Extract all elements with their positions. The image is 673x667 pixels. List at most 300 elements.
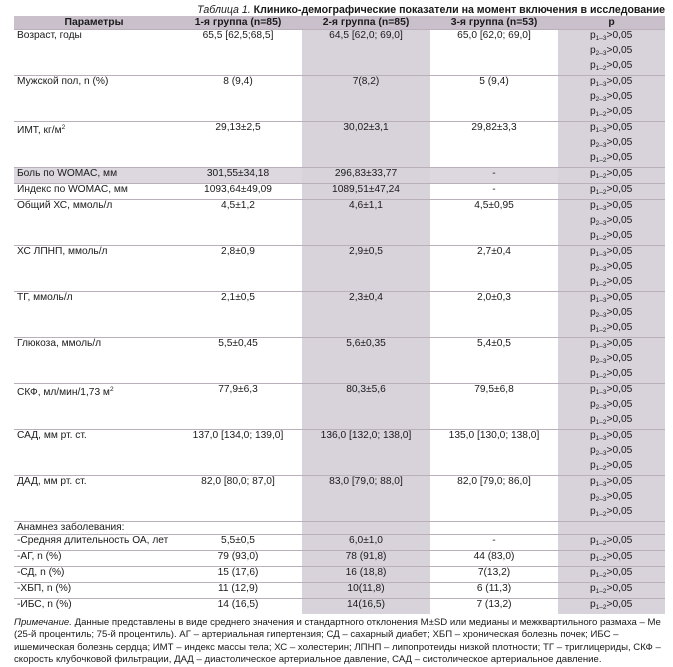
table-row xyxy=(14,60,665,76)
p-letter: p xyxy=(590,200,596,211)
p-letter: p xyxy=(590,122,596,133)
cell-group-3 xyxy=(430,322,558,338)
row-label xyxy=(14,599,174,615)
p-letter: p xyxy=(590,276,596,287)
p-letter: p xyxy=(590,184,596,195)
p-letter: p xyxy=(590,430,596,441)
p-subscript: 1–3 xyxy=(595,435,607,442)
row-label xyxy=(14,307,174,322)
cell-group-3 xyxy=(430,368,558,384)
table-row xyxy=(14,261,665,276)
cell-group-3 xyxy=(430,106,558,122)
p-letter: p xyxy=(590,168,596,179)
table-row xyxy=(14,307,665,322)
cell-group-1: 15 (17,6) xyxy=(174,567,302,583)
p-threshold: >0,05 xyxy=(606,91,633,102)
row-label xyxy=(14,583,174,599)
p-subscript: 2–3 xyxy=(595,220,607,227)
p-value xyxy=(590,152,632,163)
cell-p xyxy=(558,230,665,246)
cell-group-1: 1093,64±49,09 xyxy=(174,184,302,200)
cell-group-1: 2,8±0,9 xyxy=(174,246,302,262)
cell-p xyxy=(558,307,665,322)
cell-group-3 xyxy=(430,414,558,430)
p-value xyxy=(590,137,632,148)
row-label-text: Боль по WOMAC, мм xyxy=(17,168,118,179)
p-value xyxy=(590,322,632,333)
cell-p xyxy=(558,583,665,599)
p-letter: p xyxy=(590,338,596,349)
p-subscript: 1–3 xyxy=(595,389,607,396)
cell-group-3 xyxy=(430,276,558,292)
p-value xyxy=(590,292,632,303)
caption-title: Клинико-демографические показатели на момент включения в исследование xyxy=(253,4,665,16)
cell-group-3 xyxy=(430,445,558,460)
p-subscript: 1–2 xyxy=(595,572,607,579)
cell-group-3: - xyxy=(430,535,558,551)
cell-p xyxy=(558,506,665,522)
cell-group-1: 65,5 [62,5;68,5] xyxy=(174,30,302,46)
row-label xyxy=(14,338,174,354)
p-subscript: 1–3 xyxy=(595,81,607,88)
p-value xyxy=(590,91,632,102)
table-header-row xyxy=(14,16,665,30)
p-threshold: >0,05 xyxy=(606,122,633,133)
table-row xyxy=(14,215,665,230)
cell-group-1: 14 (16,5) xyxy=(174,599,302,615)
cell-group-2 xyxy=(302,276,430,292)
p-threshold: >0,05 xyxy=(606,384,633,395)
cell-p xyxy=(558,276,665,292)
cell-p xyxy=(558,261,665,276)
cell-group-3 xyxy=(430,230,558,246)
cell-group-2: 30,02±3,1 xyxy=(302,122,430,138)
cell-group-2: 64,5 [62,0; 69,0] xyxy=(302,30,430,46)
p-threshold: >0,05 xyxy=(606,414,633,425)
cell-group-3 xyxy=(430,152,558,168)
cell-p xyxy=(558,200,665,216)
p-value xyxy=(590,307,632,318)
cell-group-1 xyxy=(174,307,302,322)
cell-group-3 xyxy=(430,307,558,322)
table-row xyxy=(14,152,665,168)
table-body xyxy=(14,30,665,615)
p-letter: p xyxy=(590,45,596,56)
p-letter: p xyxy=(590,76,596,87)
p-letter: p xyxy=(590,246,596,257)
cell-group-3 xyxy=(430,353,558,368)
table-row xyxy=(14,567,665,583)
cell-p xyxy=(558,137,665,152)
cell-p xyxy=(558,414,665,430)
cell-group-2 xyxy=(302,522,430,535)
cell-group-1 xyxy=(174,399,302,414)
row-label xyxy=(14,230,174,246)
p-threshold: >0,05 xyxy=(606,246,633,257)
cell-group-3: 82,0 [79,0; 86,0] xyxy=(430,476,558,492)
p-threshold: >0,05 xyxy=(606,292,633,303)
row-label-text: САД, мм рт. ст. xyxy=(17,430,87,441)
row-label xyxy=(14,292,174,308)
row-label xyxy=(14,215,174,230)
cell-group-1 xyxy=(174,522,302,535)
row-label xyxy=(14,30,174,46)
p-subscript: 2–3 xyxy=(595,50,607,57)
cell-p xyxy=(558,567,665,583)
note-label: Примечание. xyxy=(14,617,72,628)
row-label-text: ДАД, мм рт. ст. xyxy=(17,476,87,487)
p-letter: p xyxy=(590,91,596,102)
table-row xyxy=(14,476,665,492)
cell-p xyxy=(558,122,665,138)
cell-group-1 xyxy=(174,445,302,460)
cell-group-1 xyxy=(174,215,302,230)
p-value xyxy=(590,384,632,395)
cell-group-1: 77,9±6,3 xyxy=(174,384,302,400)
row-label xyxy=(14,368,174,384)
row-label-text: -ИБС, n (%) xyxy=(17,599,72,610)
p-subscript: 1–2 xyxy=(595,540,607,547)
row-label xyxy=(14,353,174,368)
cell-p xyxy=(558,460,665,476)
p-value xyxy=(590,122,632,133)
p-value xyxy=(590,567,632,578)
row-label-text: -ХБП, n (%) xyxy=(17,583,72,594)
table-row xyxy=(14,384,665,400)
table-row xyxy=(14,76,665,92)
p-letter: p xyxy=(590,583,596,594)
cell-group-1: 82,0 [80,0; 87,0] xyxy=(174,476,302,492)
cell-group-2 xyxy=(302,152,430,168)
p-value xyxy=(590,476,632,487)
p-value xyxy=(590,535,632,546)
p-value xyxy=(590,506,632,517)
table-row xyxy=(14,137,665,152)
cell-group-2: 2,3±0,4 xyxy=(302,292,430,308)
cell-group-3 xyxy=(430,522,558,535)
p-letter: p xyxy=(590,399,596,410)
cell-group-2: 296,83±33,77 xyxy=(302,168,430,184)
p-subscript: 2–3 xyxy=(595,142,607,149)
p-threshold: >0,05 xyxy=(606,60,633,71)
row-label-text: Анамнез заболевания: xyxy=(17,522,125,533)
cell-group-1 xyxy=(174,152,302,168)
cell-group-1 xyxy=(174,460,302,476)
cell-p xyxy=(558,76,665,92)
p-subscript: 1–3 xyxy=(595,481,607,488)
cell-group-2 xyxy=(302,91,430,106)
p-value xyxy=(590,30,632,41)
cell-group-1 xyxy=(174,91,302,106)
p-subscript: 1–2 xyxy=(595,419,607,426)
p-letter: p xyxy=(590,30,596,41)
row-label xyxy=(14,200,174,216)
clinical-table xyxy=(14,16,665,614)
cell-group-2: 7(8,2) xyxy=(302,76,430,92)
p-subscript: 1–2 xyxy=(595,327,607,334)
p-threshold: >0,05 xyxy=(606,583,633,594)
row-label xyxy=(14,276,174,292)
cell-group-3 xyxy=(430,261,558,276)
header-group-2: 2-я группа (n=85) xyxy=(302,16,430,30)
p-subscript: 1–2 xyxy=(595,65,607,72)
cell-p xyxy=(558,338,665,354)
cell-group-1 xyxy=(174,137,302,152)
cell-group-2: 83,0 [79,0; 88,0] xyxy=(302,476,430,492)
row-label-text: -Средняя длительность ОА, лет xyxy=(17,535,169,546)
table-row xyxy=(14,184,665,200)
header-param: Параметры xyxy=(14,16,174,30)
cell-p xyxy=(558,184,665,200)
p-value xyxy=(590,168,632,179)
cell-group-1 xyxy=(174,322,302,338)
p-subscript: 1–3 xyxy=(595,297,607,304)
row-label xyxy=(14,122,174,138)
p-letter: p xyxy=(590,137,596,148)
row-label xyxy=(14,491,174,506)
cell-group-2 xyxy=(302,322,430,338)
cell-group-1: 29,13±2,5 xyxy=(174,122,302,138)
p-threshold: >0,05 xyxy=(606,567,633,578)
p-subscript: 2–3 xyxy=(595,496,607,503)
p-value xyxy=(590,491,632,502)
cell-p xyxy=(558,368,665,384)
cell-group-3 xyxy=(430,399,558,414)
p-threshold: >0,05 xyxy=(606,45,633,56)
row-label-sup: 2 xyxy=(109,386,114,393)
p-subscript: 2–3 xyxy=(595,266,607,273)
cell-group-1: 79 (93,0) xyxy=(174,551,302,567)
cell-p xyxy=(558,399,665,414)
p-subscript: 2–3 xyxy=(595,404,607,411)
cell-group-3 xyxy=(430,491,558,506)
cell-p xyxy=(558,292,665,308)
p-threshold: >0,05 xyxy=(606,30,633,41)
p-letter: p xyxy=(590,152,596,163)
cell-p xyxy=(558,522,665,535)
cell-group-3: 135,0 [130,0; 138,0] xyxy=(430,430,558,446)
cell-group-1 xyxy=(174,506,302,522)
caption-label: Таблица 1. xyxy=(197,4,251,16)
p-value xyxy=(590,414,632,425)
p-subscript: 1–3 xyxy=(595,127,607,134)
cell-group-3 xyxy=(430,506,558,522)
cell-p xyxy=(558,30,665,46)
cell-group-2: 6,0±1,0 xyxy=(302,535,430,551)
p-threshold: >0,05 xyxy=(606,137,633,148)
row-label xyxy=(14,430,174,446)
cell-group-2: 10(11,8) xyxy=(302,583,430,599)
cell-p xyxy=(558,246,665,262)
table-row xyxy=(14,522,665,535)
row-label xyxy=(14,246,174,262)
cell-group-3: - xyxy=(430,168,558,184)
table-row xyxy=(14,45,665,60)
p-value xyxy=(590,368,632,379)
p-threshold: >0,05 xyxy=(606,430,633,441)
p-value xyxy=(590,106,632,117)
cell-group-3 xyxy=(430,45,558,60)
p-letter: p xyxy=(590,551,596,562)
table-row xyxy=(14,30,665,46)
p-letter: p xyxy=(590,414,596,425)
row-label xyxy=(14,522,174,535)
row-label-text: Общий ХС, ммоль/л xyxy=(17,200,113,211)
row-label xyxy=(14,551,174,567)
table-row xyxy=(14,583,665,599)
table-row xyxy=(14,292,665,308)
p-subscript: 2–3 xyxy=(595,358,607,365)
cell-p xyxy=(558,491,665,506)
cell-group-1: 5,5±0,45 xyxy=(174,338,302,354)
cell-group-2: 16 (18,8) xyxy=(302,567,430,583)
cell-group-3 xyxy=(430,137,558,152)
table-row xyxy=(14,276,665,292)
row-label xyxy=(14,168,174,184)
cell-group-3: 4,5±0,95 xyxy=(430,200,558,216)
cell-p xyxy=(558,152,665,168)
table-caption xyxy=(14,0,665,16)
row-label xyxy=(14,137,174,152)
cell-p xyxy=(558,60,665,76)
note-text: Данные представлены в виде среднего значения и стандартного отклонения M±SD или медианы и межквартильного размаха – Me (25-й процентиль; 75-й процентиль). АГ – артериальная гипертензия; СД – сахарный диабет; ХБП – хроническая болезнь почек; ИБС – ишемическая болезнь сердца; ИМТ – индекс массы тела; ХС – холестерин; ЛПНП – липопротеиды низкой плотности; ТГ – триглицериды, СКФ – скорость клубочковой фильтрации, ДАД – диастолическое артериальное давление, САД – систолическое артериальное давление. xyxy=(14,617,661,666)
table-row xyxy=(14,506,665,522)
cell-group-1: 301,55±34,18 xyxy=(174,168,302,184)
cell-group-3: 7 (13,2) xyxy=(430,599,558,615)
p-threshold: >0,05 xyxy=(606,399,633,410)
p-subscript: 1–2 xyxy=(595,111,607,118)
cell-group-1: 137,0 [134,0; 139,0] xyxy=(174,430,302,446)
table-row xyxy=(14,338,665,354)
cell-group-2: 14(16,5) xyxy=(302,599,430,615)
cell-group-2 xyxy=(302,106,430,122)
cell-group-2: 80,3±5,6 xyxy=(302,384,430,400)
row-label xyxy=(14,445,174,460)
table-row xyxy=(14,230,665,246)
cell-group-1: 5,5±0,5 xyxy=(174,535,302,551)
p-value xyxy=(590,599,632,610)
row-label xyxy=(14,60,174,76)
table-row xyxy=(14,368,665,384)
cell-group-3: 2,0±0,3 xyxy=(430,292,558,308)
p-letter: p xyxy=(590,460,596,471)
header-p: р xyxy=(558,16,665,30)
p-value xyxy=(590,399,632,410)
row-label-text: -СД, n (%) xyxy=(17,567,65,578)
table-note xyxy=(14,617,665,667)
p-letter: p xyxy=(590,106,596,117)
p-subscript: 1–2 xyxy=(595,157,607,164)
cell-p xyxy=(558,91,665,106)
p-threshold: >0,05 xyxy=(606,168,633,179)
p-threshold: >0,05 xyxy=(606,460,633,471)
row-label xyxy=(14,567,174,583)
p-value xyxy=(590,445,632,456)
cell-p xyxy=(558,535,665,551)
p-threshold: >0,05 xyxy=(606,353,633,364)
row-label xyxy=(14,261,174,276)
p-threshold: >0,05 xyxy=(606,106,633,117)
p-value xyxy=(590,460,632,471)
p-value xyxy=(590,45,632,56)
cell-group-3: 7(13,2) xyxy=(430,567,558,583)
cell-group-3 xyxy=(430,460,558,476)
table-row xyxy=(14,200,665,216)
p-value xyxy=(590,338,632,349)
cell-group-2 xyxy=(302,137,430,152)
p-threshold: >0,05 xyxy=(606,476,633,487)
cell-group-3 xyxy=(430,60,558,76)
p-threshold: >0,05 xyxy=(606,368,633,379)
row-label-text: Индекс по WOMAC, мм xyxy=(17,184,128,195)
row-label-text: ИМТ, кг/м xyxy=(17,125,62,136)
cell-group-1 xyxy=(174,106,302,122)
table-row xyxy=(14,414,665,430)
p-subscript: 1–2 xyxy=(595,235,607,242)
p-subscript: 1–2 xyxy=(595,588,607,595)
cell-p xyxy=(558,353,665,368)
p-subscript: 1–2 xyxy=(595,373,607,380)
p-subscript: 1–2 xyxy=(595,281,607,288)
p-value xyxy=(590,200,632,211)
p-threshold: >0,05 xyxy=(606,599,633,610)
row-label-sup: 2 xyxy=(61,124,66,131)
row-label xyxy=(14,152,174,168)
row-label xyxy=(14,184,174,200)
table-row xyxy=(14,551,665,567)
cell-group-3 xyxy=(430,215,558,230)
p-subscript: 1–2 xyxy=(595,511,607,518)
cell-group-2 xyxy=(302,215,430,230)
row-label-text: Мужской пол, n (%) xyxy=(17,76,109,87)
cell-group-2: 4,6±1,1 xyxy=(302,200,430,216)
cell-group-1 xyxy=(174,491,302,506)
cell-group-1 xyxy=(174,414,302,430)
p-subscript: 1–2 xyxy=(595,604,607,611)
p-letter: p xyxy=(590,322,596,333)
cell-group-2: 2,9±0,5 xyxy=(302,246,430,262)
p-threshold: >0,05 xyxy=(606,184,633,195)
cell-group-2 xyxy=(302,353,430,368)
p-value xyxy=(590,261,632,272)
p-subscript: 1–2 xyxy=(595,189,607,196)
cell-p xyxy=(558,551,665,567)
p-value xyxy=(590,76,632,87)
p-subscript: 1–3 xyxy=(595,205,607,212)
p-value xyxy=(590,230,632,241)
p-letter: p xyxy=(590,567,596,578)
p-subscript: 1–2 xyxy=(595,173,607,180)
p-subscript: 1–3 xyxy=(595,35,607,42)
p-value xyxy=(590,551,632,562)
table-row xyxy=(14,322,665,338)
p-threshold: >0,05 xyxy=(606,506,633,517)
cell-p xyxy=(558,45,665,60)
cell-p xyxy=(558,106,665,122)
p-letter: p xyxy=(590,384,596,395)
p-letter: p xyxy=(590,506,596,517)
p-value xyxy=(590,276,632,287)
cell-group-2 xyxy=(302,414,430,430)
cell-group-2 xyxy=(302,506,430,522)
p-threshold: >0,05 xyxy=(606,261,633,272)
cell-group-2 xyxy=(302,368,430,384)
cell-group-3: 6 (11,3) xyxy=(430,583,558,599)
table-row xyxy=(14,445,665,460)
p-value xyxy=(590,583,632,594)
cell-group-2 xyxy=(302,460,430,476)
p-threshold: >0,05 xyxy=(606,535,633,546)
